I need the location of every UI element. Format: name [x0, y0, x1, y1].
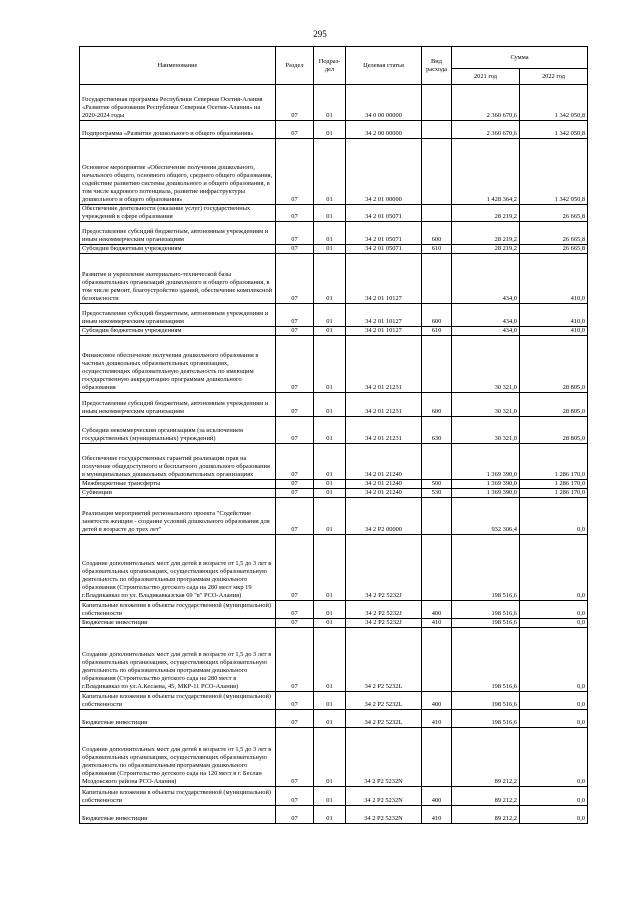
cell-subsection: 01 — [314, 254, 346, 304]
cell-section: 07 — [276, 336, 314, 393]
cell-sum-2021: 434,0 — [452, 304, 520, 327]
cell-name: Реализация мероприятий регионального проекта "Содействие занятости женщин - создание условий дошкольного образования для детей в возрасте до трех лет" — [80, 498, 276, 535]
table-row — [80, 498, 588, 535]
cell-sum-2022: 0,0 — [520, 601, 588, 619]
cell-target-article: 34 2 01 05071 — [346, 222, 422, 245]
header-expense-type: Вид расхода — [422, 47, 452, 85]
table-row — [80, 710, 588, 728]
cell-section: 07 — [276, 480, 314, 489]
cell-target-article: 34 2 00 00000 — [346, 121, 422, 139]
cell-name: Субвенции — [80, 489, 276, 498]
cell-expense-type: 400 — [422, 787, 452, 806]
cell-expense-type — [422, 336, 452, 393]
cell-name: Капитальные вложения в объекты государственной (муниципальной) собственности — [80, 787, 276, 806]
cell-expense-type — [422, 444, 452, 480]
cell-target-article: 34 0 00 00000 — [346, 85, 422, 121]
cell-expense-type — [422, 498, 452, 535]
cell-expense-type — [422, 728, 452, 787]
table-row — [80, 806, 588, 824]
cell-subsection: 01 — [314, 222, 346, 245]
cell-sum-2021: 89 212,2 — [452, 728, 520, 787]
cell-subsection: 01 — [314, 710, 346, 728]
table-row — [80, 489, 588, 498]
cell-sum-2021: 198 516,6 — [452, 692, 520, 710]
cell-target-article: 34 2 P2 5232L — [346, 692, 422, 710]
cell-target-article: 34 2 01 21231 — [346, 417, 422, 444]
cell-section: 07 — [276, 393, 314, 417]
cell-section: 07 — [276, 222, 314, 245]
cell-target-article: 34 2 01 00000 — [346, 139, 422, 205]
cell-subsection: 01 — [314, 601, 346, 619]
cell-expense-type: 400 — [422, 692, 452, 710]
cell-expense-type: 500 — [422, 480, 452, 489]
cell-expense-type: 400 — [422, 601, 452, 619]
cell-name: Подпрограмма «Развитие дошкольного и общего образования» — [80, 121, 276, 139]
cell-name: Создание дополнительных мест для детей в возрасте от 1,5 до 3 лет в образовательных организациях, осуществляющих образовательную деятельность по образовательным программам дошкольного образования (Строительство детского сада на 120 мест в г. Беслан Моздокского района РСО-Алания) — [80, 728, 276, 787]
cell-sum-2021: 28 219,2 — [452, 205, 520, 222]
cell-target-article: 34 2 01 05071 — [346, 205, 422, 222]
cell-expense-type — [422, 628, 452, 692]
cell-sum-2021: 932 306,4 — [452, 498, 520, 535]
cell-subsection: 01 — [314, 728, 346, 787]
table-row — [80, 85, 588, 121]
cell-name: Обеспечение деятельности (оказание услуг) государственных учреждений в сфере образования — [80, 205, 276, 222]
header-sum: Сумма — [452, 47, 588, 69]
cell-expense-type — [422, 139, 452, 205]
cell-section: 07 — [276, 601, 314, 619]
cell-section: 07 — [276, 692, 314, 710]
cell-sum-2022: 26 665,8 — [520, 205, 588, 222]
cell-section: 07 — [276, 787, 314, 806]
table-row — [80, 417, 588, 444]
cell-name: Создание дополнительных мест для детей в возрасте от 1,5 до 3 лет в образовательных организациях, осуществляющих образовательную деятельность по образовательным программам дошкольного образования (Строительство детского сада на 280 мест мкр 19 г.Владикавказ по ул. Владикавказская 69 "в" РСО-Алания) — [80, 535, 276, 601]
cell-name: Бюджетные инвестиции — [80, 806, 276, 824]
cell-sum-2022: 0,0 — [520, 628, 588, 692]
header-year-2022: 2022 год — [520, 69, 588, 85]
cell-sum-2021: 30 321,0 — [452, 417, 520, 444]
table-row — [80, 121, 588, 139]
cell-section: 07 — [276, 444, 314, 480]
cell-subsection: 01 — [314, 245, 346, 254]
header-section: Раздел — [276, 47, 314, 85]
cell-section: 07 — [276, 535, 314, 601]
table-row — [80, 692, 588, 710]
cell-sum-2022: 0,0 — [520, 787, 588, 806]
cell-target-article: 34 2 P2 5232L — [346, 628, 422, 692]
cell-name: Предоставление субсидий бюджетным, автономным учреждениям и иным некоммерческим организациям — [80, 304, 276, 327]
cell-name: Субсидии бюджетным учреждениям — [80, 245, 276, 254]
cell-target-article: 34 2 01 05071 — [346, 245, 422, 254]
cell-sum-2022: 0,0 — [520, 692, 588, 710]
cell-expense-type: 600 — [422, 393, 452, 417]
cell-name: Развитие и укрепление материально-технической базы образовательных организаций дошкольного и общего образования, в том числе ремонт, благоустройство зданий, обеспечение комплексной безопасности — [80, 254, 276, 304]
cell-sum-2021: 2 360 670,6 — [452, 85, 520, 121]
cell-target-article: 34 2 P2 00000 — [346, 498, 422, 535]
cell-subsection: 01 — [314, 535, 346, 601]
table-row — [80, 245, 588, 254]
cell-target-article: 34 2 01 10127 — [346, 254, 422, 304]
cell-section: 07 — [276, 489, 314, 498]
cell-name: Субсидии некоммерческим организациям (за исключением государственных (муниципальных) учреждений) — [80, 417, 276, 444]
table-row — [80, 728, 588, 787]
cell-sum-2022: 1 342 050,8 — [520, 139, 588, 205]
table-row — [80, 628, 588, 692]
cell-name: Обеспечение государственных гарантий реализации прав на получение общедоступного и бесплатного дошкольного образования в муниципальных дошкольных образовательных организациях — [80, 444, 276, 480]
cell-target-article: 34 2 01 21240 — [346, 480, 422, 489]
cell-subsection: 01 — [314, 628, 346, 692]
cell-expense-type — [422, 205, 452, 222]
cell-target-article: 34 2 P2 5232N — [346, 787, 422, 806]
cell-name: Бюджетные инвестиции — [80, 619, 276, 628]
cell-sum-2022: 410,0 — [520, 327, 588, 336]
cell-sum-2021: 434,0 — [452, 327, 520, 336]
cell-expense-type: 600 — [422, 222, 452, 245]
cell-sum-2022: 0,0 — [520, 806, 588, 824]
cell-section: 07 — [276, 327, 314, 336]
cell-sum-2022: 410,0 — [520, 254, 588, 304]
cell-sum-2021: 1 428 364,2 — [452, 139, 520, 205]
cell-subsection: 01 — [314, 619, 346, 628]
cell-section: 07 — [276, 205, 314, 222]
cell-target-article: 34 2 01 21240 — [346, 444, 422, 480]
cell-sum-2021: 2 360 670,6 — [452, 121, 520, 139]
page-number: 295 — [313, 29, 327, 39]
table-row — [80, 393, 588, 417]
cell-sum-2022: 28 805,0 — [520, 336, 588, 393]
cell-subsection: 01 — [314, 806, 346, 824]
cell-sum-2021: 89 212,2 — [452, 806, 520, 824]
cell-section: 07 — [276, 619, 314, 628]
cell-section: 07 — [276, 245, 314, 254]
cell-sum-2022: 1 286 170,0 — [520, 480, 588, 489]
cell-expense-type: 530 — [422, 489, 452, 498]
cell-name: Бюджетные инвестиции — [80, 710, 276, 728]
cell-name: Создание дополнительных мест для детей в возрасте от 1,5 до 3 лет в образовательных организациях, осуществляющих образовательную деятельность по образовательным программам дошкольного образования (Строительство детского сада на 280 мест в г.Владикавказ по ул.А.Кесаева, 45, МКР-11 РСО-Алания) — [80, 628, 276, 692]
cell-sum-2021: 198 516,6 — [452, 710, 520, 728]
cell-section: 07 — [276, 417, 314, 444]
cell-sum-2022: 28 805,0 — [520, 417, 588, 444]
table-row — [80, 254, 588, 304]
header-subsection: Подраз- дел — [314, 47, 346, 85]
cell-subsection: 01 — [314, 85, 346, 121]
table-row — [80, 480, 588, 489]
cell-sum-2021: 198 516,6 — [452, 628, 520, 692]
table-row — [80, 444, 588, 480]
cell-sum-2021: 198 516,6 — [452, 619, 520, 628]
cell-name: Предоставление субсидий бюджетным, автономным учреждениям и иным некоммерческим организациям — [80, 222, 276, 245]
table-body — [80, 85, 588, 824]
cell-target-article: 34 2 P2 5232J — [346, 535, 422, 601]
cell-section: 07 — [276, 85, 314, 121]
cell-expense-type — [422, 535, 452, 601]
cell-sum-2022: 28 805,0 — [520, 393, 588, 417]
cell-name: Капитальные вложения в объекты государственной (муниципальной) собственности — [80, 692, 276, 710]
cell-subsection: 01 — [314, 139, 346, 205]
table-row — [80, 139, 588, 205]
cell-name: Финансовое обеспечение получения дошкольного образования в частных дошкольных образовательных организациях, осуществляющих образовательную деятельность по имеющим государственную аккредитацию программам дошкольного образования — [80, 336, 276, 393]
cell-sum-2022: 0,0 — [520, 498, 588, 535]
cell-section: 07 — [276, 304, 314, 327]
cell-expense-type — [422, 254, 452, 304]
cell-subsection: 01 — [314, 304, 346, 327]
table-row — [80, 304, 588, 327]
cell-expense-type: 610 — [422, 327, 452, 336]
cell-sum-2022: 1 286 170,0 — [520, 489, 588, 498]
cell-target-article: 34 2 P2 5232N — [346, 806, 422, 824]
cell-subsection: 01 — [314, 480, 346, 489]
cell-subsection: 01 — [314, 393, 346, 417]
cell-subsection: 01 — [314, 787, 346, 806]
table-row — [80, 787, 588, 806]
cell-name: Субсидии бюджетным учреждениям — [80, 327, 276, 336]
table-row — [80, 601, 588, 619]
cell-sum-2021: 1 369 390,0 — [452, 444, 520, 480]
table-row — [80, 336, 588, 393]
cell-subsection: 01 — [314, 327, 346, 336]
cell-subsection: 01 — [314, 205, 346, 222]
cell-section: 07 — [276, 728, 314, 787]
cell-subsection: 01 — [314, 336, 346, 393]
cell-expense-type: 410 — [422, 710, 452, 728]
cell-section: 07 — [276, 806, 314, 824]
cell-sum-2022: 410,0 — [520, 304, 588, 327]
header-year-2021: 2021 год — [452, 69, 520, 85]
cell-sum-2022: 1 342 050,8 — [520, 85, 588, 121]
cell-sum-2021: 89 212,2 — [452, 787, 520, 806]
cell-name: Основное мероприятие «Обеспечение получения дошкольного, начального общего, основного общего, среднего общего образования, содействие развитию системы дошкольного и общего образования, в том числе кадрового потенциала, развитие инфраструктуры дошкольного и общего образования» — [80, 139, 276, 205]
cell-expense-type: 410 — [422, 806, 452, 824]
cell-name: Капитальные вложения в объекты государственной (муниципальной) собственности — [80, 601, 276, 619]
table-row — [80, 327, 588, 336]
cell-target-article: 34 2 P2 5232J — [346, 601, 422, 619]
cell-name: Межбюджетные трансферты — [80, 480, 276, 489]
cell-sum-2022: 0,0 — [520, 619, 588, 628]
cell-subsection: 01 — [314, 121, 346, 139]
cell-target-article: 34 2 01 21240 — [346, 489, 422, 498]
cell-expense-type — [422, 121, 452, 139]
cell-section: 07 — [276, 498, 314, 535]
cell-sum-2022: 1 342 050,8 — [520, 121, 588, 139]
table-row — [80, 222, 588, 245]
cell-section: 07 — [276, 254, 314, 304]
cell-expense-type: 630 — [422, 417, 452, 444]
cell-name: Предоставление субсидий бюджетным, автономным учреждениям и иным некоммерческим организациям — [80, 393, 276, 417]
table-row — [80, 205, 588, 222]
cell-sum-2021: 28 219,2 — [452, 245, 520, 254]
cell-sum-2022: 26 665,8 — [520, 222, 588, 245]
cell-sum-2022: 26 665,8 — [520, 245, 588, 254]
cell-sum-2022: 1 286 170,0 — [520, 444, 588, 480]
cell-sum-2022: 0,0 — [520, 728, 588, 787]
table-row — [80, 619, 588, 628]
cell-subsection: 01 — [314, 417, 346, 444]
cell-subsection: 01 — [314, 444, 346, 480]
cell-sum-2021: 28 219,2 — [452, 222, 520, 245]
cell-target-article: 34 2 01 21231 — [346, 336, 422, 393]
cell-target-article: 34 2 01 10127 — [346, 304, 422, 327]
cell-subsection: 01 — [314, 489, 346, 498]
cell-sum-2021: 198 516,6 — [452, 601, 520, 619]
cell-sum-2021: 434,0 — [452, 254, 520, 304]
cell-name: Государственная программа Республики Северная Осетия-Алания «Развитие образования Республики Северная Осетия-Алания» на 2020-2024 годы — [80, 85, 276, 121]
cell-target-article: 34 2 01 10127 — [346, 327, 422, 336]
cell-sum-2021: 1 369 390,0 — [452, 489, 520, 498]
cell-subsection: 01 — [314, 498, 346, 535]
header-target-article: Целевая статья — [346, 47, 422, 85]
cell-target-article: 34 2 01 21231 — [346, 393, 422, 417]
cell-sum-2021: 198 516,6 — [452, 535, 520, 601]
cell-target-article: 34 2 P2 5232L — [346, 710, 422, 728]
cell-sum-2021: 1 369 390,0 — [452, 480, 520, 489]
cell-sum-2022: 0,0 — [520, 710, 588, 728]
budget-table — [79, 46, 588, 824]
cell-section: 07 — [276, 121, 314, 139]
cell-expense-type — [422, 85, 452, 121]
cell-subsection: 01 — [314, 692, 346, 710]
table-header — [80, 47, 588, 85]
cell-expense-type: 410 — [422, 619, 452, 628]
cell-target-article: 34 2 P2 5232N — [346, 728, 422, 787]
cell-sum-2021: 30 321,0 — [452, 336, 520, 393]
cell-sum-2021: 30 321,0 — [452, 393, 520, 417]
cell-sum-2022: 0,0 — [520, 535, 588, 601]
cell-section: 07 — [276, 139, 314, 205]
cell-expense-type: 600 — [422, 304, 452, 327]
header-name: Наименование — [80, 47, 276, 85]
cell-target-article: 34 2 P2 5232J — [346, 619, 422, 628]
cell-section: 07 — [276, 628, 314, 692]
table-row — [80, 535, 588, 601]
cell-expense-type: 610 — [422, 245, 452, 254]
cell-section: 07 — [276, 710, 314, 728]
